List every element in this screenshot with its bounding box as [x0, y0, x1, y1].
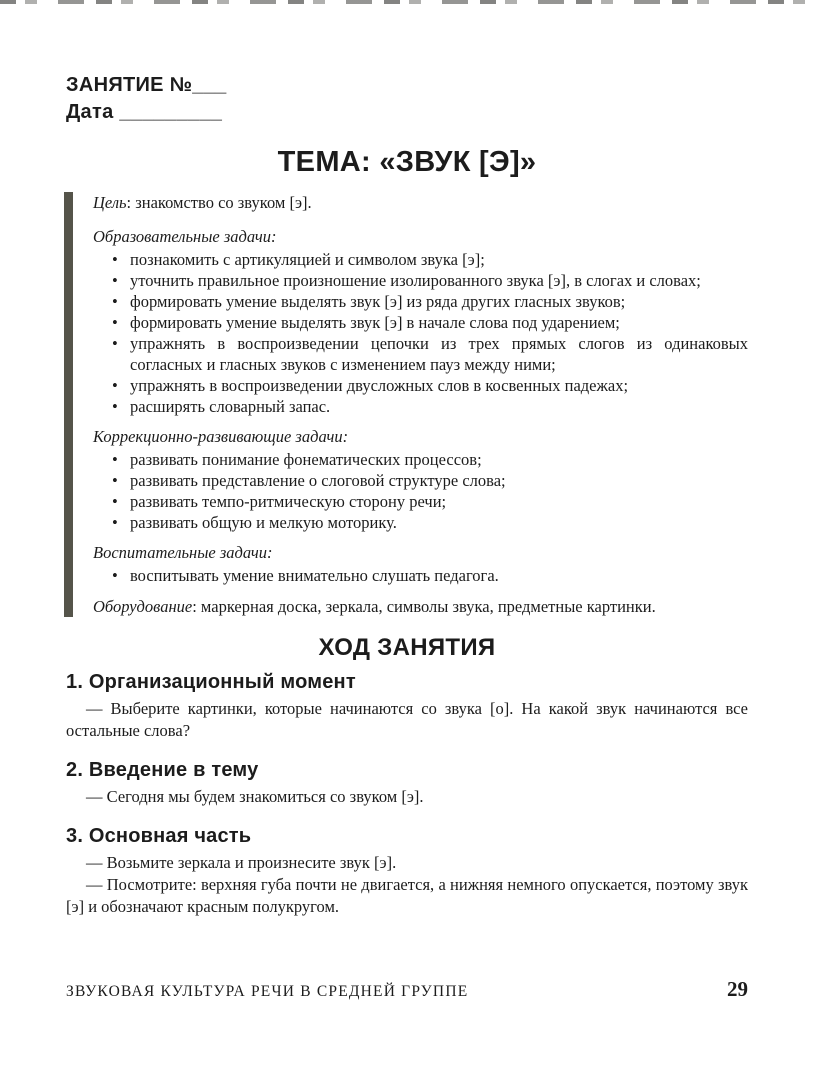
lesson-number-line: [66, 72, 748, 99]
task-item: • расширять словарный запас.: [93, 396, 748, 417]
task-group-correctional: [93, 426, 748, 533]
task-item: • развивать понимание фонематических процессов;: [93, 449, 748, 470]
lesson-number-blank: ___: [192, 74, 227, 96]
lesson-number-label: ЗАНЯТИЕ №: [66, 74, 193, 96]
task-item: • уточнить правильное произношение изолированного звука [э], в слогах и словах;: [93, 270, 748, 291]
task-item: • познакомить с артикуляцией и символом звука [э];: [93, 249, 748, 270]
task-list: [93, 249, 748, 417]
task-group-educational: [93, 226, 748, 417]
task-item: • упражнять в воспроизведении цепочки из трех прямых слогов из одинаковых согласных и гласных звуков с изменением пауз между ними;: [93, 333, 748, 375]
task-list: [93, 449, 748, 533]
task-item: • формировать умение выделять звук [э] из ряда других гласных звуков;: [93, 291, 748, 312]
lesson-header: [66, 0, 748, 126]
vertical-rule: [64, 192, 73, 617]
date-label: Дата: [66, 101, 114, 123]
paragraph: — Посмотрите: верхняя губа почти не двигается, а нижняя немного опускается, поэтому звук [э] и обозначают красным полукругом.: [66, 875, 748, 916]
goal-line: [93, 192, 748, 213]
page-footer: [66, 977, 748, 1002]
task-item: • развивать темпо-ритмическую сторону речи;: [93, 491, 748, 512]
goal-text: : знакомство со звуком [э].: [126, 193, 312, 212]
task-item: • развивать представление о слоговой структуре слова;: [93, 470, 748, 491]
page-title: ТЕМА: «ЗВУК [Э]»: [277, 146, 537, 178]
equipment-label: Оборудование: [93, 597, 193, 616]
running-title: ЗВУКОВАЯ КУЛЬТУРА РЕЧИ В СРЕДНЕЙ ГРУППЕ: [66, 983, 469, 1000]
task-item: • развивать общую и мелкую моторику.: [93, 512, 748, 533]
section-title: 2. Введение в тему: [66, 759, 259, 781]
section-title: 3. Основная часть: [66, 825, 252, 847]
task-group-upbringing: [93, 542, 748, 586]
section-introduction: [66, 757, 748, 808]
intro-block: [66, 192, 748, 617]
goal-label: Цель: [93, 193, 127, 212]
page-number: 29: [727, 977, 748, 1001]
paragraph: — Выберите картинки, которые начинаются со звука [о]. На какой звук начинаются все остальные слова?: [66, 699, 748, 740]
section-main-part: [66, 823, 748, 918]
task-item: • упражнять в воспроизведении двусложных слов в косвенных падежах;: [93, 375, 748, 396]
paragraph: — Сегодня мы будем знакомиться со звуком [э].: [86, 787, 424, 806]
lesson-course-heading: ХОД ЗАНЯТИЯ: [318, 634, 496, 661]
equipment-line: [93, 596, 748, 617]
task-group-label: Образовательные задачи:: [93, 227, 277, 246]
section-title: 1. Организационный момент: [66, 671, 356, 693]
equipment-text: : маркерная доска, зеркала, символы звука, предметные картинки.: [192, 597, 656, 616]
intro-content: [73, 192, 748, 617]
task-list: [93, 565, 748, 586]
task-item: • воспитывать умение внимательно слушать педагога.: [93, 565, 748, 586]
scan-artifact-top: [0, 0, 814, 4]
date-blank: _________: [119, 101, 223, 123]
paragraph: — Возьмите зеркала и произнесите звук [э].: [86, 853, 397, 872]
task-group-label: Воспитательные задачи:: [93, 543, 273, 562]
task-item: • формировать умение выделять звук [э] в начале слова под ударением;: [93, 312, 748, 333]
task-group-label: Коррекционно-развивающие задачи:: [93, 427, 349, 446]
section-org-moment: [66, 669, 748, 742]
date-line: [66, 99, 748, 126]
